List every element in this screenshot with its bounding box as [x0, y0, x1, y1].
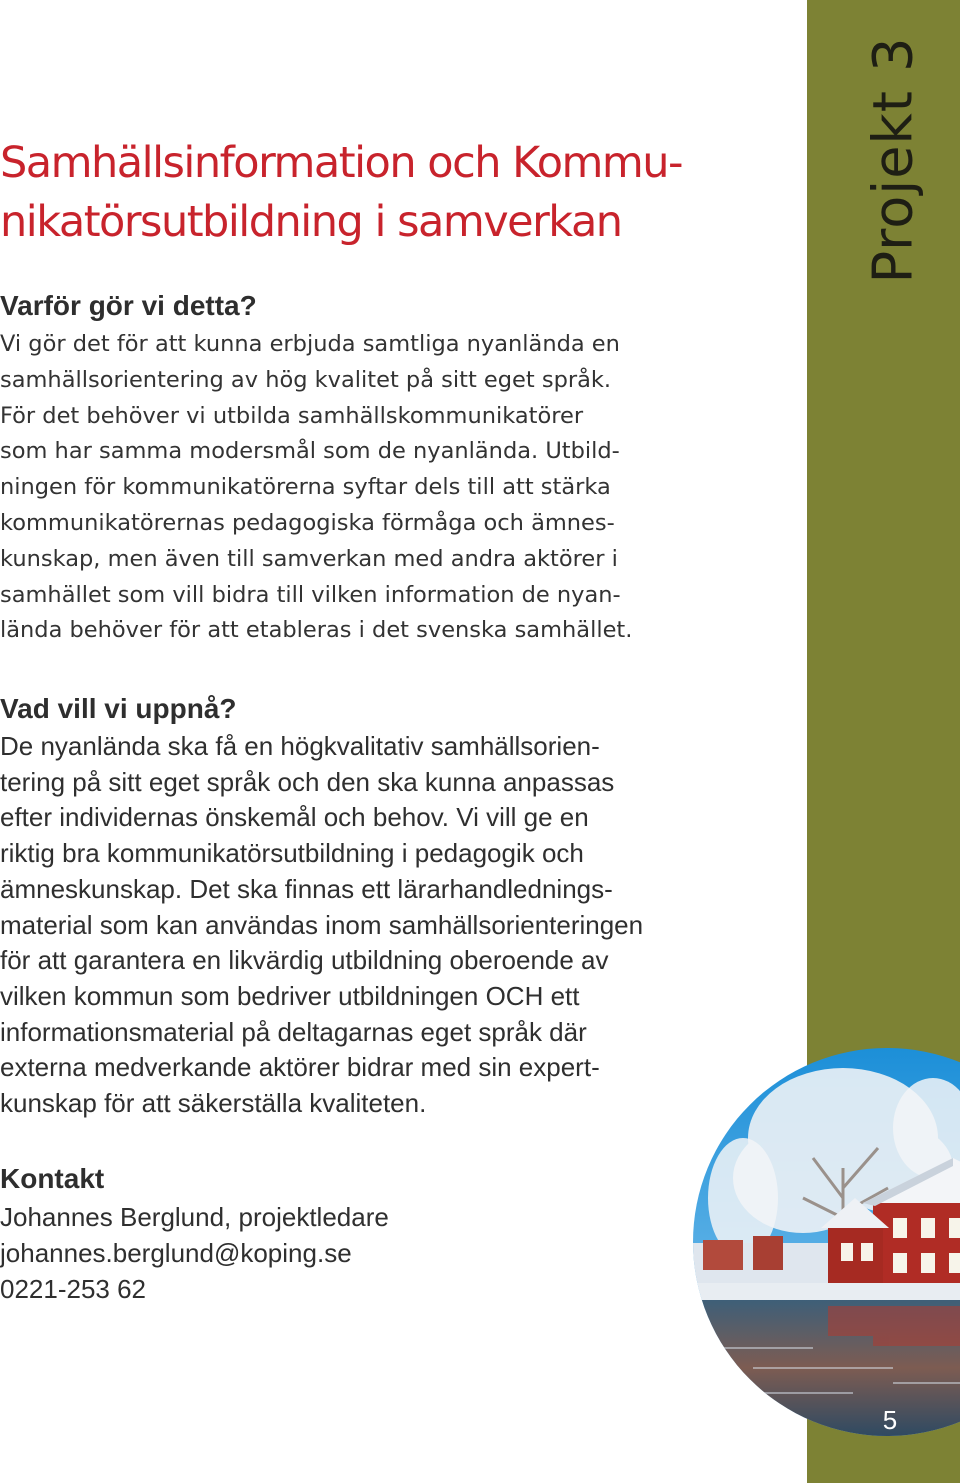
project-label: Projekt 3	[861, 36, 925, 284]
section-body-why: Vi gör det för att kunna erbjuda samtliga nyanlända en samhällsorientering av hög kvalitet på sitt eget språk. För det behöver vi utbilda samhällskommunikatörer som har samma modersmål som de nyanlända. Utbild- ningen för kommunikatörerna syftar dels till att stärka kommunikatörernas pedagogiska förmåga och ämnes- kunskap, men även till samverkan med andra aktörer i samhället som vill bidra till vilken information de nyan- lända behöver för att etableras i det svenska samhället.	[0, 331, 633, 644]
page-number: 5	[882, 1405, 898, 1435]
contact-heading: Kontakt	[0, 1163, 105, 1194]
page-title: Samhällsinformation och Kommu- nikatörsutbildning i samverkan	[0, 138, 683, 247]
section-body-goal: De nyanlända ska få en högkvalitativ samhällsorien- tering på sitt eget språk och den ska kunna anpassas efter individernas önskemål och behov. Vi vill ge en riktig bra kommunikatörsutbildning i pedagogik och ämneskunskap. Det ska finnas ett lärarhandlednings- material som kan användas inom samhällsorienteringen för att garantera en likvärdig utbildning oberoende av vilken kommun som bedriver utbildningen OCH ett informationsmaterial på deltagarnas eget språk där externa medverkande aktörer bidrar med sin expert- kunskap för att säkerställa kvaliteten.	[0, 731, 644, 1119]
winter-town-photo	[693, 1048, 960, 1436]
section-heading-why: Varför gör vi detta?	[0, 290, 257, 321]
contact-name: Johannes Berglund, projektledare	[0, 1202, 389, 1232]
section-heading-goal: Vad vill vi uppnå?	[0, 693, 237, 724]
contact-phone: 0221-253 62	[0, 1274, 147, 1304]
contact-email[interactable]: johannes.berglund@koping.se	[0, 1238, 352, 1268]
